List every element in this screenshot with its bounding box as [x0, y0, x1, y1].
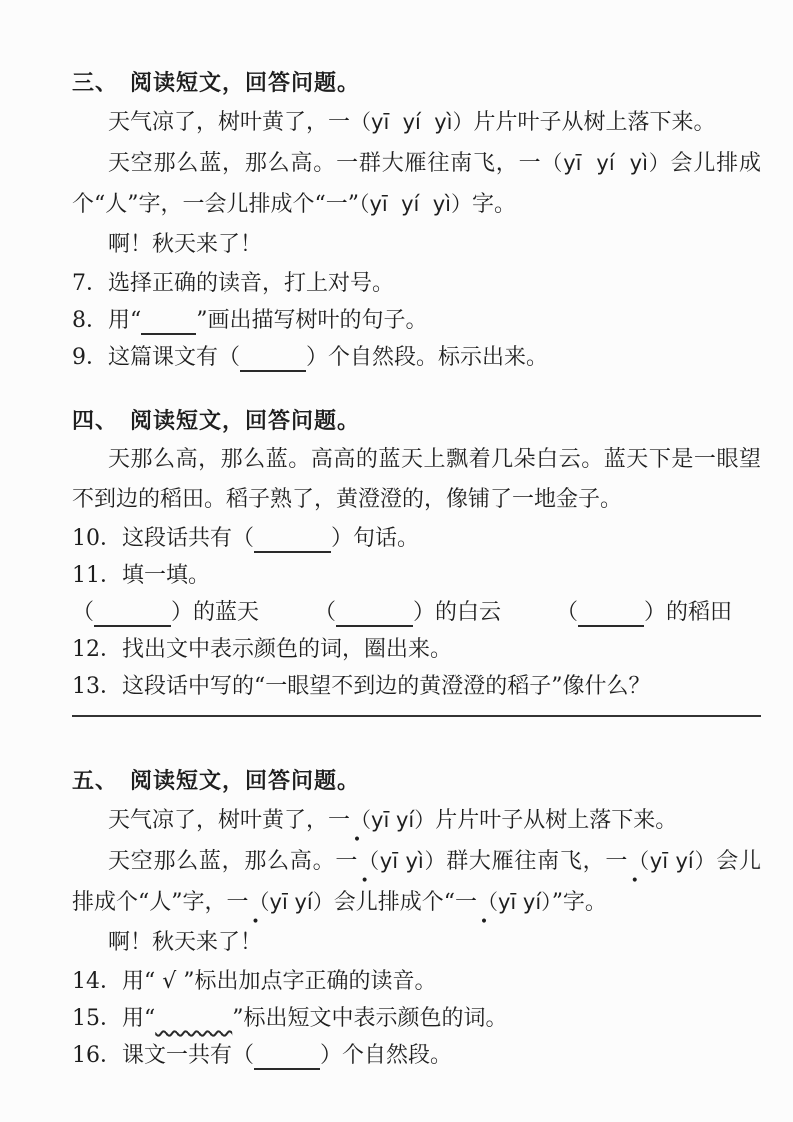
passage-paragraph: [72, 800, 761, 841]
text-run: 会儿排成个“人”字，一会儿排成个“一”: [72, 151, 761, 217]
text-run: 天空那么蓝，那么高。一群大雁往南飞，一: [108, 151, 542, 176]
question-line: [72, 631, 761, 668]
text-run: 11．填一填。: [72, 563, 210, 588]
wavy-underline-blank: [155, 1006, 232, 1031]
dotted-char: 一: [605, 849, 629, 874]
text-run: 13．这段话中写的“一眼望不到边的黄澄澄的稻子”像什么？: [72, 674, 651, 699]
text-run: 9．这篇课文有（: [72, 345, 240, 370]
passage-paragraph: [72, 102, 761, 143]
question-line: [72, 557, 761, 594]
text-run: 14．用“ √ ”标出加点字正确的读音。: [72, 969, 437, 994]
dotted-char: 一: [226, 890, 249, 915]
text-run: ）个自然段。标示出来。: [306, 345, 549, 370]
text-run: ）的蓝天 （: [171, 600, 337, 625]
exercise-section: [72, 64, 761, 376]
text-run: 会儿排成个“: [333, 890, 455, 915]
question-line: [72, 520, 761, 557]
exercise-section: [72, 402, 761, 717]
dotted-char: 一: [454, 890, 477, 915]
section-heading: 四、 阅读短文，回答问题。: [72, 408, 361, 434]
fill-in-blank: [141, 308, 196, 335]
dotted-char: 一: [335, 849, 359, 874]
text-run: 15．用“: [72, 1006, 156, 1031]
pinyin-run: （yī yí）: [248, 890, 334, 914]
fill-in-blank: [94, 600, 171, 627]
question-line: [72, 963, 761, 1000]
pinyin-run: （yī yí）: [628, 849, 717, 873]
passage-paragraph: [72, 225, 761, 265]
passage-paragraph: [72, 841, 761, 923]
text-run: 片片叶子从树上落下来。: [473, 110, 716, 135]
fill-in-blank: [254, 1043, 320, 1070]
question-line: [72, 594, 761, 631]
fill-in-blank: [254, 526, 331, 553]
text-run: 啊！秋天来了！: [108, 232, 263, 257]
text-run: 12．找出文中表示颜色的词，圈出来。: [72, 637, 452, 662]
exercise-section: [72, 762, 761, 1074]
text-run: 啊！秋天来了！: [108, 930, 263, 955]
text-run: 天空那么蓝，那么高。: [108, 849, 336, 874]
fill-in-blank: [336, 600, 413, 627]
pinyin-run: （yī yí）: [350, 808, 436, 832]
text-run: ”标出短文中表示颜色的词。: [232, 1006, 508, 1031]
text-run: ”画出描写树叶的句子。: [196, 308, 428, 333]
text-run: 天那么高，那么蓝。高高的蓝天上飘着几朵白云。蓝天下是一眼望不到边的稻田。稻子熟了，黄澄澄的，像铺了一地金子。: [72, 447, 761, 512]
pinyin-run: （yī yí yì）: [541, 151, 671, 175]
question-line: [72, 668, 761, 705]
text-run: ）的稻田: [644, 600, 733, 625]
text-run: ）个自然段。: [320, 1043, 453, 1068]
text-run: （: [72, 600, 95, 625]
text-run: 8．用“: [72, 308, 142, 333]
text-run: 10．这段话共有（: [72, 526, 254, 551]
fill-in-blank: [240, 345, 306, 372]
text-run: ）的白云 （: [413, 600, 579, 625]
question-line: [72, 1037, 761, 1074]
text-run: 天气凉了，树叶黄了，: [108, 808, 329, 833]
text-run: ）句话。: [331, 526, 420, 551]
text-run: 会儿排成个“人”字，: [72, 849, 761, 915]
text-run: ”字。: [551, 890, 607, 915]
question-line: [72, 1000, 761, 1037]
pinyin-run: （yī yì）: [358, 849, 447, 873]
text-run: 片片叶子从树上落下来。: [435, 808, 678, 833]
text-run: 字。: [472, 192, 517, 217]
text-run: 7．选择正确的读音，打上对号。: [72, 271, 394, 296]
pinyin-run: （yī yí yì）: [359, 192, 472, 216]
passage-paragraph: [72, 143, 761, 225]
section-heading: 三、 阅读短文，回答问题。: [72, 70, 361, 96]
question-line: [72, 265, 761, 302]
text-run: 群大雁往南飞，: [446, 849, 606, 874]
text-run: 天气凉了，树叶黄了，一: [108, 110, 351, 135]
passage-paragraph: [72, 440, 761, 520]
pinyin-run: （yī yí yì）: [350, 110, 474, 134]
answer-line: [72, 705, 761, 717]
section-heading: 五、 阅读短文，回答问题。: [72, 768, 361, 794]
question-line: [72, 339, 761, 376]
question-line: [72, 302, 761, 339]
text-run: 16．课文一共有（: [72, 1043, 254, 1068]
passage-paragraph: [72, 923, 761, 963]
pinyin-run: （yī yí）: [476, 890, 552, 914]
dotted-char: 一: [328, 808, 351, 833]
fill-in-blank: [578, 600, 644, 627]
